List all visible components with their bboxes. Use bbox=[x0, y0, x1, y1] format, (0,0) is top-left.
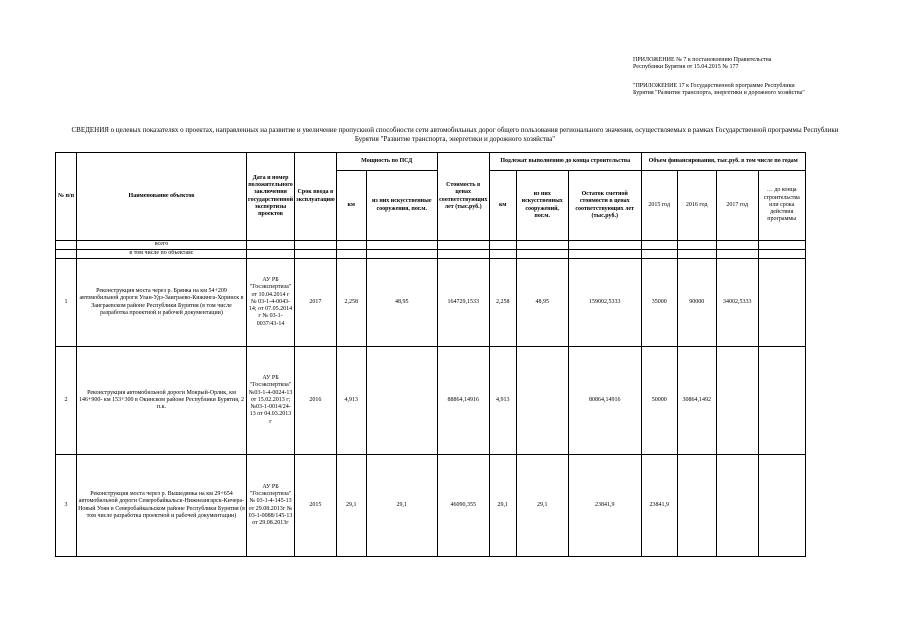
row-cost: 46090,355 bbox=[437, 455, 489, 557]
row-km2: 2,258 bbox=[489, 259, 516, 347]
row-end bbox=[758, 347, 805, 455]
row-2016: 30864,1492 bbox=[677, 347, 716, 455]
row-2016: 90000 bbox=[677, 259, 716, 347]
row-structures: 29,1 bbox=[366, 455, 437, 557]
col-2017: 2017 год bbox=[716, 171, 758, 241]
col-funding-group: Объем финансирования, тыс.руб. в том числе по годам bbox=[641, 153, 805, 171]
row-2016 bbox=[677, 455, 716, 557]
row-name: Реконструкция моста через р. Вышедянка на км 29+654 автомобильной дороги Северобайкальск-Нижнеангарск-Кичера-Новый Уоян в Северобайкальском районе Республики Бурятия (в том числе разработка проектной и рабочей документации) bbox=[77, 455, 247, 557]
table-row-total bbox=[56, 241, 806, 250]
col-remaining-group: Подлежат выполнению до конца строительства bbox=[489, 153, 641, 171]
row-num: 1 bbox=[56, 259, 77, 347]
row-2017 bbox=[716, 455, 758, 557]
document-title: СВЕДЕНИЯ о целевых показателях о проектах, направленных на развитие и увеличение пропускной способности сети автомобильных дорог общего пользования регионального значения, осуществляемых в рамках Государственной программы Республики Бурятия "Развитие транспорта, энергетики и дорожного хозяйства" bbox=[71, 126, 839, 143]
row-end bbox=[758, 259, 805, 347]
row-km: 4,913 bbox=[336, 347, 366, 455]
row-name: Реконструкция автомобильной дороги Мокрый-Орлик, км 146+900- км 153+300 в Окинском районе Республики Бурятия, 2 п.к. bbox=[77, 347, 247, 455]
row-cost: 164729,1533 bbox=[437, 259, 489, 347]
row-km: 2,258 bbox=[336, 259, 366, 347]
row-balance: 80864,14916 bbox=[568, 347, 641, 455]
row-end bbox=[758, 455, 805, 557]
row-num: 3 bbox=[56, 455, 77, 557]
row-balance: 159002,5333 bbox=[568, 259, 641, 347]
table-row bbox=[56, 347, 806, 455]
col-km2: км bbox=[489, 171, 516, 241]
row-structures2 bbox=[516, 347, 568, 455]
col-term: Срок ввода в эксплуатацию bbox=[295, 153, 337, 241]
appendix-header: ПРИЛОЖЕНИЕ № 7 к постановлению Правительства Республики Бурятия от 15.04.2015 № 177 bbox=[633, 57, 772, 70]
row-structures bbox=[366, 347, 437, 455]
including-label: в том числе по объектам: bbox=[77, 250, 247, 259]
row-km: 29,1 bbox=[336, 455, 366, 557]
table-row bbox=[56, 455, 806, 557]
row-km2: 4,913 bbox=[489, 347, 516, 455]
col-km: км bbox=[336, 171, 366, 241]
row-conclusion: АУ РБ "Госэкспертиза" №03-1-4-0024-13 от 15.02.2013 г; №03-1-0014/24-13 от 04.03.2013 г bbox=[247, 347, 295, 455]
col-num: № п/п bbox=[56, 153, 77, 241]
row-2017: 34002,5333 bbox=[716, 259, 758, 347]
row-term: 2015 bbox=[295, 455, 337, 557]
row-structures2: 29,1 bbox=[516, 455, 568, 557]
table-row bbox=[56, 259, 806, 347]
col-2016: 2016 год bbox=[677, 171, 716, 241]
row-num: 2 bbox=[56, 347, 77, 455]
row-conclusion: АУ РБ "Госэкспертиза" от 10.04.2014 г № 03-1-4-0043-14; от 07.05.2014 г № 03-1-0037/43-14 bbox=[247, 259, 295, 347]
col-cost: Стоимость в ценах соответствующих лет (тыс.руб.) bbox=[437, 153, 489, 241]
row-term: 2017 bbox=[295, 259, 337, 347]
table-row-including bbox=[56, 250, 806, 259]
total-label: всего bbox=[77, 241, 247, 250]
row-2015: 23841,9 bbox=[641, 455, 677, 557]
col-capacity-group: Мощность по ПСД bbox=[336, 153, 437, 171]
row-2015: 35000 bbox=[641, 259, 677, 347]
row-conclusion: АУ РБ "Госэкспертиза" № 03-1-4-145-13 от 29.08.2013г № 03-1-0088/145-13 от 29.08.2013г bbox=[247, 455, 295, 557]
row-2017 bbox=[716, 347, 758, 455]
col-balance: Остаток сметной стоимости в ценах соответствующих лет (тыс.руб.) bbox=[568, 171, 641, 241]
table-header-row-1 bbox=[56, 153, 806, 171]
row-km2: 29,1 bbox=[489, 455, 516, 557]
row-term: 2016 bbox=[295, 347, 337, 455]
row-name: Реконструкция моста через р. Брянка на км 54+209 автомобильной дороги Улан-Удэ-Заиграево-Кижинга-Хоринск в Заиграевском районе Республики Бурятия (в том числе разработка проектной и рабочей документации) bbox=[77, 259, 247, 347]
projects-table bbox=[55, 152, 806, 557]
col-structures2: из них искусственных сооружений, пог.м. bbox=[516, 171, 568, 241]
col-name: Наименование объектов bbox=[77, 153, 247, 241]
col-structures: из них искусственные сооружения, пог.м. bbox=[366, 171, 437, 241]
row-balance: 23841,9 bbox=[568, 455, 641, 557]
row-structures: 48,95 bbox=[366, 259, 437, 347]
appendix-subheader: "ПРИЛОЖЕНИЕ 17 к Государственной программе Республики Бурятия "Развитие транспорта, энергетики и дорожного хозяйства" bbox=[633, 83, 805, 96]
col-conclusion: Дата и номер положительного заключения государственной экспертизы проектов bbox=[247, 153, 295, 241]
row-2015: 50000 bbox=[641, 347, 677, 455]
row-cost: 88864,14916 bbox=[437, 347, 489, 455]
col-end: … до конца строительства или срока действия программы bbox=[758, 171, 805, 241]
col-2015: 2015 год bbox=[641, 171, 677, 241]
row-structures2: 48,95 bbox=[516, 259, 568, 347]
